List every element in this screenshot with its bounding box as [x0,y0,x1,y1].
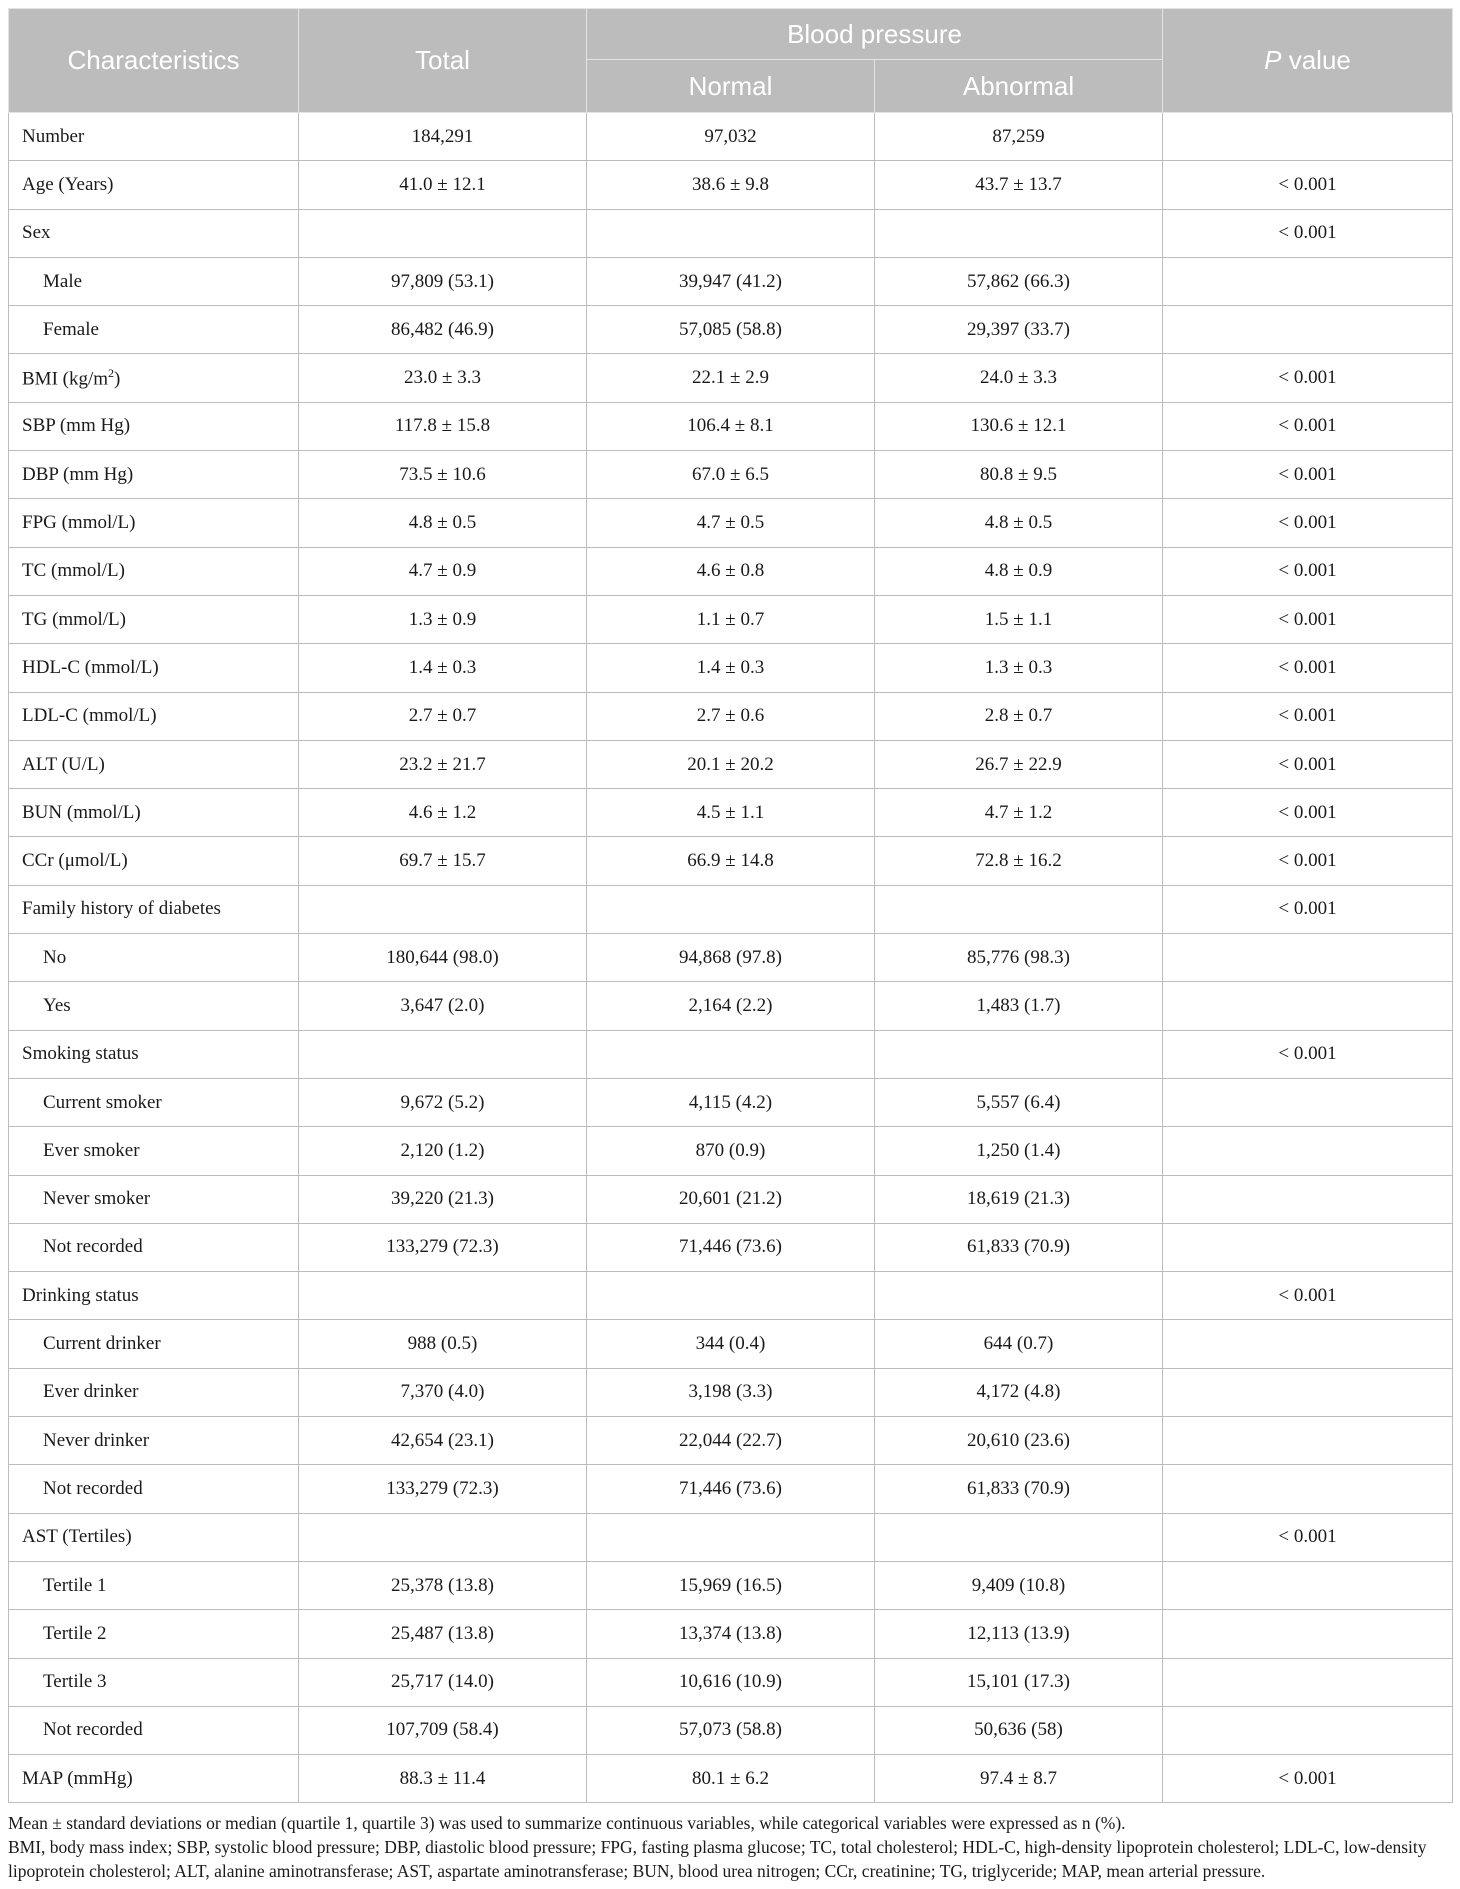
row-label-text: HDL-C (mmol/L) [22,656,159,678]
cell-normal: 97,032 [587,113,875,161]
cell-p-value [1163,1175,1453,1223]
cell-abnormal [875,1272,1163,1320]
row-label [9,499,299,547]
table-row [9,1465,1453,1513]
cell-total [299,1272,587,1320]
header-abnormal: Abnormal [875,60,1163,113]
cell-p-value [1163,982,1453,1030]
table-row [9,547,1453,595]
cell-abnormal: 12,113 (13.9) [875,1610,1163,1658]
cell-normal: 39,947 (41.2) [587,257,875,305]
cell-normal: 1.1 ± 0.7 [587,595,875,643]
cell-total: 117.8 ± 15.8 [299,402,587,450]
cell-abnormal: 4.8 ± 0.9 [875,547,1163,595]
cell-normal: 20,601 (21.2) [587,1175,875,1223]
cell-p-value: < 0.001 [1163,402,1453,450]
cell-abnormal [875,1030,1163,1078]
table-container [8,8,1452,1883]
row-label-text: Age (Years) [22,173,114,195]
cell-normal: 4,115 (4.2) [587,1078,875,1126]
cell-abnormal: 5,557 (6.4) [875,1078,1163,1126]
row-label [9,837,299,885]
header-p-rest: value [1281,45,1351,75]
row-label-text: FPG (mmol/L) [22,512,136,534]
table-row [9,1610,1453,1658]
cell-total: 9,672 (5.2) [299,1078,587,1126]
cell-abnormal: 57,862 (66.3) [875,257,1163,305]
cell-p-value [1163,1561,1453,1609]
row-label [9,1561,299,1609]
cell-total: 1.3 ± 0.9 [299,595,587,643]
table-row [9,113,1453,161]
table-row [9,1706,1453,1754]
cell-p-value [1163,1368,1453,1416]
table-row [9,1175,1453,1223]
cell-abnormal: 130.6 ± 12.1 [875,402,1163,450]
cell-abnormal: 15,101 (17.3) [875,1658,1163,1706]
cell-total: 41.0 ± 12.1 [299,161,587,209]
cell-p-value [1163,113,1453,161]
row-label-text: Not recorded [43,1477,143,1499]
cell-normal: 13,374 (13.8) [587,1610,875,1658]
table-row [9,644,1453,692]
table-row [9,257,1453,305]
cell-abnormal: 1,483 (1.7) [875,982,1163,1030]
cell-normal [587,1030,875,1078]
table-row [9,306,1453,354]
header-p-italic: P [1264,45,1282,75]
row-label [9,1513,299,1561]
table-header [9,9,1453,113]
row-label [9,1127,299,1175]
cell-total: 69.7 ± 15.7 [299,837,587,885]
table-row [9,1417,1453,1465]
cell-total [299,1030,587,1078]
cell-abnormal: 50,636 (58) [875,1706,1163,1754]
cell-total: 23.0 ± 3.3 [299,354,587,402]
table-row [9,1272,1453,1320]
cell-p-value: < 0.001 [1163,644,1453,692]
header-characteristics: Characteristics [9,9,299,113]
row-label-text: Yes [43,994,71,1016]
cell-normal [587,1513,875,1561]
cell-total: 42,654 (23.1) [299,1417,587,1465]
row-label-text: ALT (U/L) [22,753,105,775]
cell-normal: 80.1 ± 6.2 [587,1755,875,1803]
cell-total: 73.5 ± 10.6 [299,451,587,499]
cell-p-value: < 0.001 [1163,1755,1453,1803]
cell-total: 25,378 (13.8) [299,1561,587,1609]
row-label-suffix: ) [114,368,121,390]
table-row [9,499,1453,547]
cell-normal: 94,868 (97.8) [587,934,875,982]
row-label-text: No [43,946,67,968]
row-label-text: Family history of diabetes [22,898,221,920]
table-row [9,885,1453,933]
table-row [9,1658,1453,1706]
cell-p-value: < 0.001 [1163,837,1453,885]
row-label-text: BUN (mmol/L) [22,801,141,823]
cell-abnormal [875,1513,1163,1561]
cell-normal: 57,073 (58.8) [587,1706,875,1754]
cell-normal: 106.4 ± 8.1 [587,402,875,450]
cell-normal: 4.5 ± 1.1 [587,789,875,837]
cell-p-value [1163,306,1453,354]
cell-normal: 2,164 (2.2) [587,982,875,1030]
row-label-text: Tertile 3 [43,1671,107,1693]
characteristics-table [8,8,1453,1803]
cell-p-value [1163,1610,1453,1658]
cell-total: 4.7 ± 0.9 [299,547,587,595]
row-label [9,595,299,643]
row-label [9,740,299,788]
cell-normal: 67.0 ± 6.5 [587,451,875,499]
footnote-line-1: Mean ± standard deviations or median (quartile 1, quartile 3) was used to summarize continuous variables, while categorical variables were expressed as n (%). [8,1813,1126,1834]
cell-abnormal: 18,619 (21.3) [875,1175,1163,1223]
cell-abnormal: 80.8 ± 9.5 [875,451,1163,499]
row-label [9,209,299,257]
cell-p-value: < 0.001 [1163,161,1453,209]
cell-normal: 870 (0.9) [587,1127,875,1175]
table-row [9,595,1453,643]
table-row [9,692,1453,740]
cell-abnormal: 4,172 (4.8) [875,1368,1163,1416]
header-blood-pressure: Blood pressure [587,9,1163,60]
cell-p-value [1163,1320,1453,1368]
cell-p-value: < 0.001 [1163,692,1453,740]
cell-normal: 1.4 ± 0.3 [587,644,875,692]
row-label [9,451,299,499]
table-row [9,1368,1453,1416]
row-label [9,789,299,837]
cell-abnormal: 1,250 (1.4) [875,1127,1163,1175]
row-label-text: Ever drinker [43,1381,139,1403]
row-label [9,1610,299,1658]
row-label [9,1706,299,1754]
cell-normal: 57,085 (58.8) [587,306,875,354]
cell-abnormal: 2.8 ± 0.7 [875,692,1163,740]
row-label [9,1223,299,1271]
row-label-text: BMI (kg/m [22,368,109,390]
table-row [9,1561,1453,1609]
table-row [9,209,1453,257]
row-label [9,1320,299,1368]
row-label [9,1078,299,1126]
cell-p-value [1163,257,1453,305]
row-label-text: Sex [22,222,51,244]
header-normal: Normal [587,60,875,113]
cell-p-value [1163,1078,1453,1126]
row-label [9,161,299,209]
table-row [9,354,1453,402]
row-label-text: Not recorded [43,1719,143,1741]
row-label-text: Female [43,318,99,340]
cell-p-value: < 0.001 [1163,740,1453,788]
table-row [9,982,1453,1030]
cell-p-value [1163,1223,1453,1271]
cell-normal: 15,969 (16.5) [587,1561,875,1609]
cell-total: 2,120 (1.2) [299,1127,587,1175]
table-row [9,451,1453,499]
cell-p-value: < 0.001 [1163,1030,1453,1078]
row-label-text: Current drinker [43,1333,161,1355]
cell-total: 86,482 (46.9) [299,306,587,354]
table-row [9,1078,1453,1126]
cell-abnormal: 20,610 (23.6) [875,1417,1163,1465]
cell-normal: 20.1 ± 20.2 [587,740,875,788]
cell-total: 133,279 (72.3) [299,1465,587,1513]
row-label [9,692,299,740]
row-label [9,1030,299,1078]
row-label [9,547,299,595]
table-row [9,1755,1453,1803]
cell-abnormal: 1.5 ± 1.1 [875,595,1163,643]
row-label [9,644,299,692]
row-label [9,982,299,1030]
table-row [9,161,1453,209]
row-label-text: Never drinker [43,1429,150,1451]
cell-abnormal: 4.7 ± 1.2 [875,789,1163,837]
cell-abnormal [875,885,1163,933]
table-row [9,1030,1453,1078]
table-row [9,402,1453,450]
row-label-text: Never smoker [43,1188,151,1210]
cell-normal: 2.7 ± 0.6 [587,692,875,740]
cell-abnormal: 29,397 (33.7) [875,306,1163,354]
cell-total: 1.4 ± 0.3 [299,644,587,692]
cell-abnormal [875,209,1163,257]
cell-p-value: < 0.001 [1163,499,1453,547]
cell-abnormal: 644 (0.7) [875,1320,1163,1368]
table-row [9,934,1453,982]
row-label-superscript: 2 [108,365,115,380]
cell-abnormal: 1.3 ± 0.3 [875,644,1163,692]
cell-abnormal: 4.8 ± 0.5 [875,499,1163,547]
cell-p-value: < 0.001 [1163,1513,1453,1561]
cell-p-value [1163,1127,1453,1175]
cell-total: 7,370 (4.0) [299,1368,587,1416]
cell-total [299,209,587,257]
row-label [9,1465,299,1513]
row-label [9,1755,299,1803]
row-label-text: Not recorded [43,1236,143,1258]
cell-normal: 22,044 (22.7) [587,1417,875,1465]
cell-abnormal: 85,776 (98.3) [875,934,1163,982]
cell-normal [587,1272,875,1320]
cell-p-value: < 0.001 [1163,595,1453,643]
row-label [9,885,299,933]
cell-total: 25,717 (14.0) [299,1658,587,1706]
cell-abnormal: 97.4 ± 8.7 [875,1755,1163,1803]
cell-p-value [1163,934,1453,982]
cell-p-value [1163,1658,1453,1706]
row-label-text: Ever smoker [43,1139,140,1161]
cell-total: 133,279 (72.3) [299,1223,587,1271]
cell-p-value: < 0.001 [1163,1272,1453,1320]
cell-p-value: < 0.001 [1163,354,1453,402]
cell-p-value: < 0.001 [1163,885,1453,933]
row-label-text: Number [22,125,85,147]
cell-p-value: < 0.001 [1163,209,1453,257]
table-footnote [8,1811,1452,1883]
row-label-text: Drinking status [22,1284,139,1306]
cell-total: 107,709 (58.4) [299,1706,587,1754]
cell-p-value: < 0.001 [1163,547,1453,595]
cell-abnormal: 26.7 ± 22.9 [875,740,1163,788]
row-label-text: Tertile 1 [43,1574,107,1596]
cell-normal: 4.7 ± 0.5 [587,499,875,547]
table-row [9,740,1453,788]
cell-total: 3,647 (2.0) [299,982,587,1030]
cell-p-value [1163,1465,1453,1513]
table-row [9,1127,1453,1175]
table-row [9,837,1453,885]
cell-total: 39,220 (21.3) [299,1175,587,1223]
table-row [9,1320,1453,1368]
cell-abnormal: 87,259 [875,113,1163,161]
cell-total [299,1513,587,1561]
cell-normal: 66.9 ± 14.8 [587,837,875,885]
row-label-text: TC (mmol/L) [22,560,125,582]
cell-normal [587,209,875,257]
cell-total: 4.8 ± 0.5 [299,499,587,547]
footnote-line-2: BMI, body mass index; SBP, systolic blood pressure; DBP, diastolic blood pressure; FPG, fasting plasma glucose; TC, total cholesterol; HDL-C, high-density lipoprotein cholesterol; LDL-C, low-density lipoprotein cholesterol; ALT, alanine aminotransferase; AST, aspartate aminotransferase; BUN, blood urea nitrogen; CCr, creatinine; TG, triglyceride; MAP, mean arterial pressure. [8,1837,1427,1882]
cell-normal: 38.6 ± 9.8 [587,161,875,209]
header-p-value [1163,9,1453,113]
cell-total [299,885,587,933]
cell-abnormal: 72.8 ± 16.2 [875,837,1163,885]
table-row [9,1223,1453,1271]
row-label-text: MAP (mmHg) [22,1767,133,1789]
row-label-text: Tertile 2 [43,1622,107,1644]
row-label [9,113,299,161]
cell-abnormal: 24.0 ± 3.3 [875,354,1163,402]
cell-p-value: < 0.001 [1163,789,1453,837]
cell-abnormal: 61,833 (70.9) [875,1223,1163,1271]
row-label [9,1272,299,1320]
row-label-text: Smoking status [22,1043,139,1065]
cell-total: 23.2 ± 21.7 [299,740,587,788]
table-body [9,113,1453,1803]
row-label [9,1368,299,1416]
row-label-text: DBP (mm Hg) [22,463,134,485]
row-label [9,402,299,450]
row-label [9,934,299,982]
cell-total: 184,291 [299,113,587,161]
row-label [9,354,299,402]
row-label-text: TG (mmol/L) [22,608,126,630]
table-row [9,789,1453,837]
row-label-text: LDL-C (mmol/L) [22,705,157,727]
row-label-text: AST (Tertiles) [22,1526,132,1548]
row-label-text: Current smoker [43,1091,162,1113]
cell-abnormal: 61,833 (70.9) [875,1465,1163,1513]
cell-total: 4.6 ± 1.2 [299,789,587,837]
cell-abnormal: 9,409 (10.8) [875,1561,1163,1609]
cell-normal: 10,616 (10.9) [587,1658,875,1706]
cell-p-value [1163,1417,1453,1465]
cell-normal: 22.1 ± 2.9 [587,354,875,402]
cell-p-value: < 0.001 [1163,451,1453,499]
cell-total: 88.3 ± 11.4 [299,1755,587,1803]
table-row [9,1513,1453,1561]
cell-normal: 3,198 (3.3) [587,1368,875,1416]
row-label-text: Male [43,270,83,292]
row-label [9,306,299,354]
row-label [9,257,299,305]
cell-normal: 71,446 (73.6) [587,1223,875,1271]
cell-normal [587,885,875,933]
row-label [9,1658,299,1706]
cell-normal: 71,446 (73.6) [587,1465,875,1513]
cell-total: 180,644 (98.0) [299,934,587,982]
cell-total: 2.7 ± 0.7 [299,692,587,740]
cell-normal: 4.6 ± 0.8 [587,547,875,595]
cell-total: 988 (0.5) [299,1320,587,1368]
cell-abnormal: 43.7 ± 13.7 [875,161,1163,209]
cell-total: 97,809 (53.1) [299,257,587,305]
cell-p-value [1163,1706,1453,1754]
row-label-text: SBP (mm Hg) [22,415,131,437]
cell-normal: 344 (0.4) [587,1320,875,1368]
cell-total: 25,487 (13.8) [299,1610,587,1658]
row-label [9,1175,299,1223]
row-label [9,1417,299,1465]
header-total: Total [299,9,587,113]
row-label-text: CCr (μmol/L) [22,850,128,872]
